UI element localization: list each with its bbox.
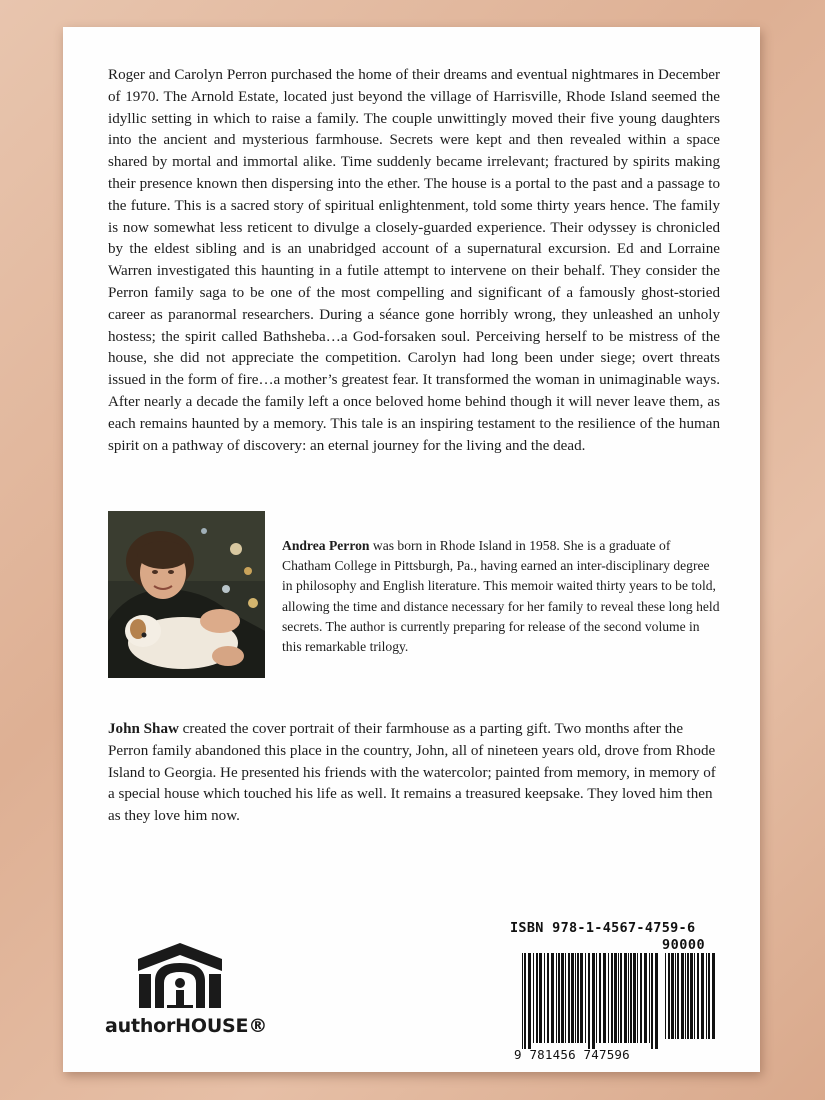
artist-bio — [108, 719, 720, 828]
back-cover-page — [63, 27, 760, 1072]
authorhouse-house-logo-icon — [105, 941, 255, 1011]
artist-name: John Shaw — [108, 721, 179, 737]
book-blurb: Roger and Carolyn Perron purchased the home of their dreams and eventual nightmares in December of 1970. The Arnold Estate, located just beyond the village of Harrisville, Rhode Island seemed the idyllic setting in which to raise a family. The couple unwittingly moved their five young daughters into the ancient and mysterious farmhouse. Secrets were kept and then revealed within a space shared by mortal and immortal alike. Time suddenly became irrelevant; fractured by spirits making their presence known then dispersing into the ether. The house is a portal to the past and a passage to the future. This is a sacred story of spiritual enlightenment, told some thirty years hence. The family is now somewhat less reticent to divulge a closely-guarded experience. Their odyssey is chronicled by the eldest sibling and is an unabridged account of a supernatural excursion. Ed and Lorraine Warren investigated this haunting in a futile attempt to intervene on their behalf. They consider the Perron family saga to be one of the most compelling and significant of a famously ghost-storied career as paranormal researchers. During a séance gone horribly wrong, they unleashed an unholy hostess; the spirit called Bathsheba…a God-forsaken soul. Perceiving herself to be mistress of the house, she did not appreciate the competition. Carolyn had long been under siege; overt threats issued in the form of fire…a mother’s greatest fear. It transformed the woman in unimaginable ways. After nearly a decade the family left a once beloved home behind though it will never leave them, as each remains haunted by a memory. This tale is an inspiring testament to the resilience of the human spirit on a pathway of discovery: an eternal journey for the living and the dead. — [108, 67, 720, 454]
isbn-barcode — [510, 920, 720, 1072]
price-code: 90000 — [662, 937, 706, 953]
barcode-bars — [522, 953, 658, 1049]
publisher-logo — [105, 941, 268, 1051]
author-name: Andrea Perron — [282, 538, 370, 553]
barcode-addon-bars — [665, 953, 719, 1039]
author-photo — [108, 511, 265, 678]
artist-bio-text: created the cover portrait of their farmhouse as a parting gift. Two months after the Perron family abandoned this place in the country, John, all of nineteen years old, drove from Rhode Island to Georgia. He presented his friends with the watercolor; painted from memory, in memory of a special house which touched his life as well. It remains a treasured keepsake. They loved him then as they love him now. — [108, 721, 716, 825]
author-bio-text: was born in Rhode Island in 1958. She is a graduate of Chatham College in Pittsburgh, Pa., having earned an inter-disciplinary degree in philosophy and English literature. This memoir waited thirty years to be told, allowing the time and distance necessary for her family to reveal these long held secrets. The author is currently preparing for release of the second volume in this remarkable trilogy. — [282, 538, 720, 655]
publisher-name: authorHOUSE® — [105, 1015, 268, 1037]
barcode-digits: 9 781456 747596 — [514, 1047, 630, 1062]
author-bio — [282, 536, 722, 657]
isbn-label: ISBN 978-1-4567-4759-6 — [510, 920, 696, 936]
